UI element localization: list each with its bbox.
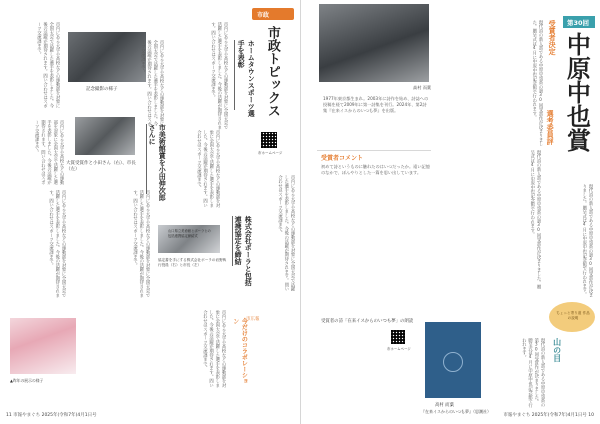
body-text-col-3: 市内にある大学や高校などの運動部を対象に全国大会で活躍した選手を表彰しました。今後の活躍が期待されます。問い合わせはスポーツ交流課まで。 [34, 120, 64, 185]
body-text-col-4: 市内にある大学や高校などの運動部を対象に全国大会で活躍した選手を表彰しました。今後の活躍が期待されます。問い合わせはスポーツ交流課まで。 [210, 22, 228, 130]
book-cover-emblem-icon [443, 352, 463, 372]
photo-group-commemoration [68, 32, 146, 82]
comment-heading: 受賞者コメント [321, 155, 364, 162]
body-text-col-7: 市内にある大学や高校などの運動部を対象に全国大会で活躍した選手を表彰しました。今後の活躍が期待されます。問い合わせはスポーツ交流課まで。 [48, 190, 66, 298]
caption-commemoration: 記念撮影の様子 [86, 87, 118, 92]
photo-exhibition [10, 318, 76, 374]
decided-heading: 受賞者決定 [548, 20, 557, 55]
caption-exhibition: ▲昨年の展示の様子 [10, 378, 44, 383]
body-text-col-1: 市内にある大学や高校などの運動部を対象に全国大会で活躍した選手を表彰しました。今後の活躍が期待されます。問い合わせはスポーツ交流課まで。 [36, 22, 60, 108]
award-badge: 第30回 [563, 16, 595, 28]
yama-text: 現代詩の新人賞である中原中也賞の第30回受賞作が決まりました。贈呈式は4月に中原中也記念館で行われます。 [521, 338, 545, 408]
comment-text: 初めて詩というものに触れたのはいつだったか。遠い記憶のなかで、ぼんやりとした一篇を思い出しています。 [321, 164, 430, 176]
qr-label: 市ホームページ [387, 347, 411, 351]
photo-art-prize [75, 117, 135, 155]
qr-code-icon[interactable] [261, 132, 277, 148]
interview-prompt: 受賞者の詩「在来イスからのいつも夢」の朗読 [321, 319, 414, 324]
heading-sports-award: ホームタウンスポーツ選手を表彰 [237, 40, 256, 117]
body-text-decided: 現代詩の新人賞である中原中也賞の第30回受賞作が決まりました。贈呈式は4月に中原中也記念館で行われます。 [531, 20, 543, 147]
corner-tag: 市政 [252, 8, 294, 20]
body-text-col-5: 市内にある大学や高校などの運動部を対象に全国大会で活躍した選手を表彰しました。今後の活躍が期待されます。問い合わせはスポーツ交流課まで。 [196, 130, 220, 208]
right-page [300, 0, 600, 424]
left-footer: 11 市報やまぐち 2025年(令和7年)4月1日号 [6, 413, 97, 418]
award-title: 中原中也賞 [562, 32, 592, 152]
body-text-panel: 現代詩の新人賞である中原中也賞の第30回受賞作が決まりました。贈呈式は4月に中原中也記念館で行われます。 [529, 150, 541, 289]
column-kicker: 市広報 [246, 317, 260, 322]
author-name-caption: 高村 而葉 [413, 85, 432, 90]
caption-art-prize: 大賞受賞作と小田さん（右）、市長（左） [66, 161, 136, 172]
heading-pola-agreement: 株式会社ポーラと包括連携協定を締結 [234, 216, 253, 286]
book-caption-name: 高村 而葉 [435, 403, 454, 408]
body-text-panel-2: 現代詩の新人賞である中原中也賞の第30回受賞作が決まりました。贈呈式は4月に中原中也記念館で行われます。 [581, 184, 593, 298]
panel-heading: 選考委員評 [546, 110, 555, 145]
caption-pola-signing: 協定書を手にする株式会社ポーラの岩野執行役員（右）と市長（左） [158, 258, 227, 267]
qr-code-reading-icon[interactable] [391, 330, 405, 344]
qr-caption: 市ホームページ [258, 151, 283, 155]
section-title: 市政トピックス [264, 26, 280, 117]
book-caption-title: 『在来イスからのいつも夢』（思潮社） [421, 409, 491, 414]
author-bio: 1977年東京都生まれ。2003年に詩作を始め、詩誌への投稿を経て2009年に第一詩集を刊行。2024年、第2詩集『在来イスからのいつも夢』を出版。 [323, 96, 429, 113]
body-text-column: 市内にある大学や高校などの運動部を対象に全国大会で活躍した選手を表彰しました。今後の活躍が期待されます。問い合わせはスポーツ交流課まで。 [202, 310, 226, 388]
body-text-col-6: 市内にある大学や高校などの運動部を対象に全国大会で活躍した選手を表彰しました。今後の活躍が期待されます。問い合わせはスポーツ交流課まで。 [277, 175, 295, 292]
body-text-col-2: 市内にある大学や高校などの運動部を対象に全国大会で活躍した選手を表彰しました。今後の活躍が期待されます。問い合わせはスポーツ交流課まで。 [140, 40, 164, 126]
book-cover [425, 322, 481, 398]
photo-pola-signing: 山口県立美術館とポーラとの包括連携協定締結式 [158, 225, 220, 253]
yama-title: 山の目 [552, 338, 562, 362]
heading-art-prize: 市美術館賞を小田伸次郎さんに [148, 124, 167, 201]
column-title: 今だけのコラボレーション [231, 318, 248, 384]
yama-badge: ちょっと寄り道 作品の説明 [549, 302, 595, 332]
body-text-col-8: 市内にある大学や高校などの運動部を対象に全国大会で活躍した選手を表彰しました。今後の活躍が期待されます。問い合わせはスポーツ交流課まで。 [132, 190, 150, 298]
right-footer: 市報やまぐち 2025年(令和7年)4月1日号 10 [503, 413, 594, 418]
photo-author [319, 4, 429, 82]
